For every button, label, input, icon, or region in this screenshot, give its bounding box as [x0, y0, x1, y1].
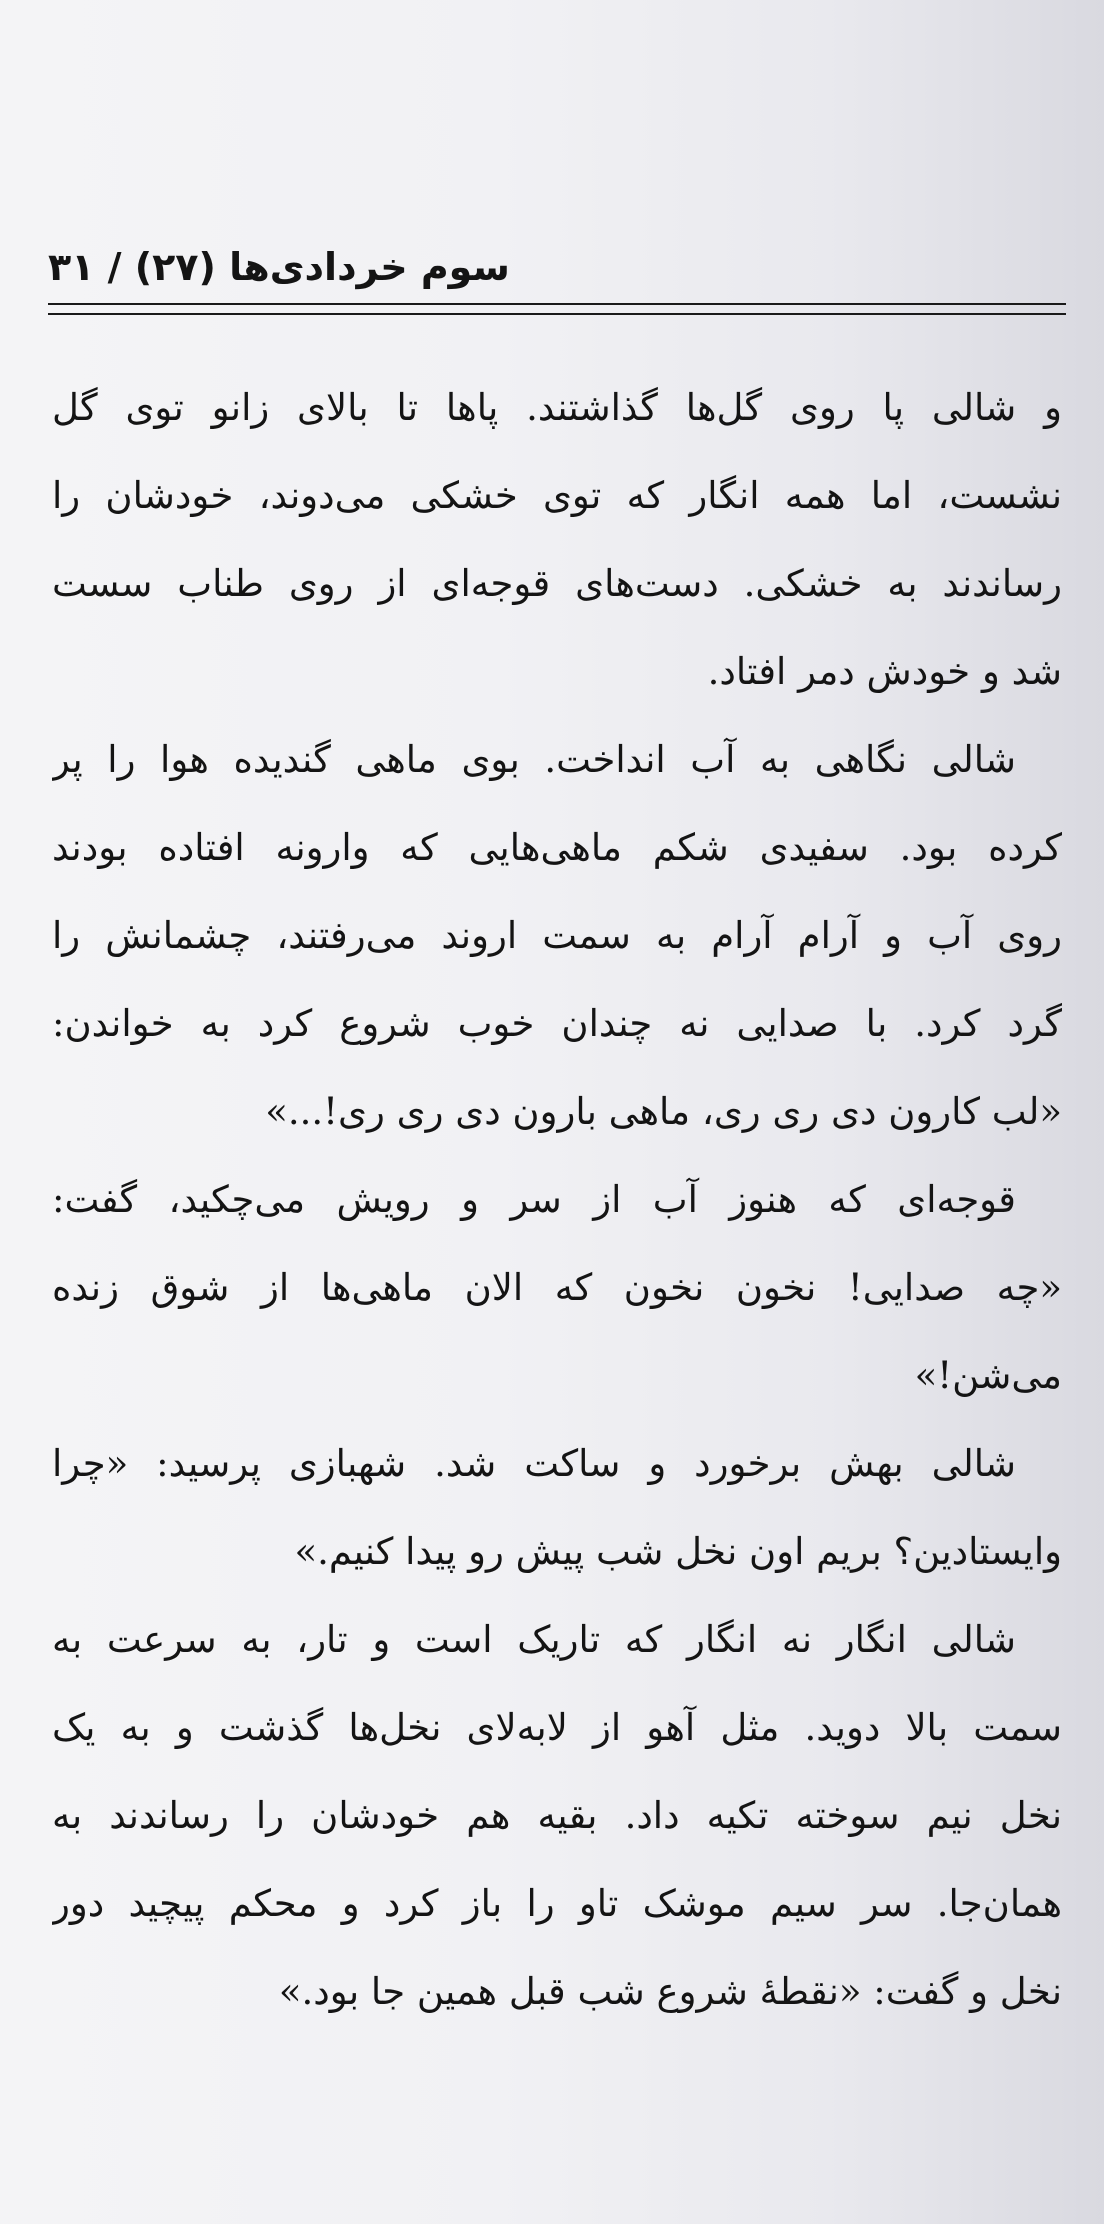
text-line: شالی بهش برخورد و ساکت شد. شهبازی پرسید: «چرا [52, 1442, 1016, 1485]
text-line: «چه صدایی! نخون نخون که الان ماهی‌ها از شوق زنده [52, 1266, 1062, 1309]
text-line: رساندند به خشکی. دست‌های قوجه‌ای از روی طناب سست [52, 562, 1062, 605]
text-line: سمت بالا دوید. مثل آهو از لابه‌لای نخل‌ها گذشت و به یک [52, 1706, 1062, 1749]
text-line: همان‌جا. سر سیم موشک تاو را باز کرد و محکم پیچید دور [52, 1882, 1062, 1925]
text-line: نخل نیم سوخته تکیه داد. بقیه هم خودشان را رساندند به [52, 1794, 1062, 1837]
text-line: شد و خودش دمر افتاد. [707, 650, 1062, 693]
running-head: سوم خردادی‌ها (۲۷) / ۳۱ [48, 245, 510, 289]
text-line: وایستادین؟ بریم اون نخل شب پیش رو پیدا کنیم.» [294, 1530, 1062, 1573]
header-rule-top [48, 303, 1066, 305]
text-line: شالی نگاهی به آب انداخت. بوی ماهی گندیده هوا را پر [52, 738, 1016, 781]
header-rule-bottom [48, 313, 1066, 315]
text-line: نشست، اما همه انگار که توی خشکی می‌دوند، خودشان را [52, 474, 1062, 517]
text-line: «لب کارون دی ری ری، ماهی بارون دی ری ری!...» [265, 1090, 1062, 1133]
body-text [52, 364, 1062, 2036]
text-line: نخل و گفت: «نقطهٔ شروع شب قبل همین جا بود.» [278, 1970, 1062, 2013]
text-line: گرد کرد. با صدایی نه چندان خوب شروع کرد به خواندن: [52, 1002, 1062, 1045]
text-line: می‌شن!» [914, 1354, 1062, 1397]
text-line: و شالی پا روی گل‌ها گذاشتند. پاها تا بالای زانو توی گل [52, 386, 1062, 429]
text-line: شالی انگار نه انگار که تاریک است و تار، به سرعت به [52, 1618, 1016, 1661]
text-line: قوجه‌ای که هنوز آب از سر و رویش می‌چکید، گفت: [52, 1178, 1016, 1221]
text-line: کرده بود. سفیدی شکم ماهی‌هایی که وارونه افتاده بودند [52, 826, 1062, 869]
text-line: روی آب و آرام آرام به سمت اروند می‌رفتند، چشمانش را [52, 914, 1062, 957]
